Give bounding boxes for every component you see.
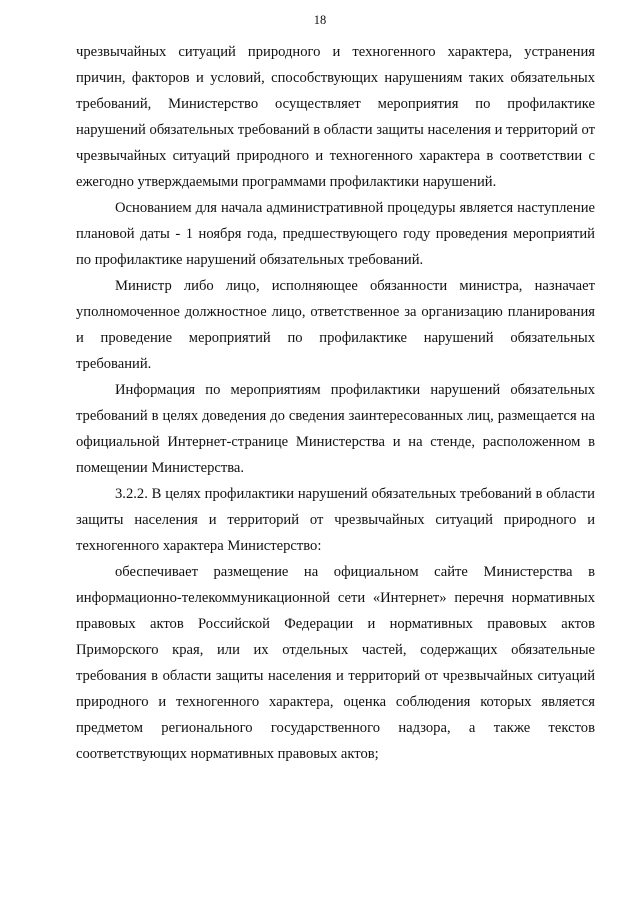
- paragraph-website-publication: обеспечивает размещение на официальном сайте Министерства в информационно-телекоммуникационной сети «Интернет» перечня нормативных правовых актов Российской Федерации и нормативных правовых актов Приморского края, или их отдельных частей, содержащих обязательные требования в области защиты населения и территорий от чрезвычайных ситуаций природного и техногенного характера, оценка соблюдения которых является предметом регионального государственного надзора, а также текстов соответствующих нормативных правовых актов;: [76, 564, 595, 762]
- page-number: 18: [313, 13, 327, 27]
- document-body: [76, 39, 595, 767]
- paragraph-minister-appointment: Министр либо лицо, исполняющее обязанности министра, назначает уполномоченное должностное лицо, ответственное за организацию планирования и проведение мероприятий по профилактике нарушений обязательных требований.: [76, 278, 595, 372]
- paragraph-procedure-basis: Основанием для начала административной процедуры является наступление плановой даты - 1 ноября года, предшествующего году проведения мероприятий по профилактике нарушений обязательных требований.: [76, 200, 595, 268]
- paragraph-information-placement: Информация по мероприятиям профилактики нарушений обязательных требований в целях доведения до сведения заинтересованных лиц, размещается на официальной Интернет-странице Министерства и на стенде, расположенном в помещении Министерства.: [76, 382, 595, 476]
- paragraph-continuation: чрезвычайных ситуаций природного и техногенного характера, устранения причин, факторов и условий, способствующих нарушениям таких обязательных требований, Министерство осуществляет мероприятия по профилактике нарушений обязательных требований в области защиты населения и территорий от чрезвычайных ситуаций природного и техногенного характера в соответствии с ежегодно утверждаемыми программами профилактики нарушений.: [76, 44, 595, 190]
- paragraph-section-3-2-2: 3.2.2. В целях профилактики нарушений обязательных требований в области защиты населения и территорий от чрезвычайных ситуаций природного и техногенного характера Министерство:: [76, 486, 595, 554]
